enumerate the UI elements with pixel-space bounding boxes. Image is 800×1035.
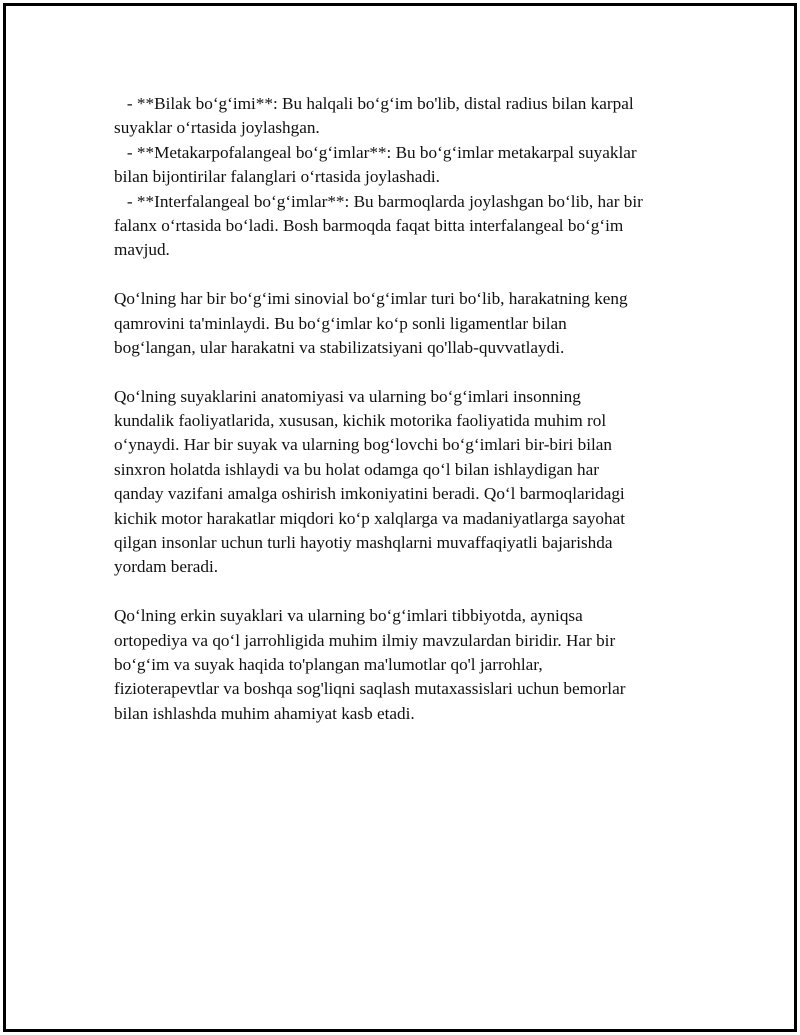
text-line: kichik motor harakatlar miqdori ko‘p xalqlarga va madaniyatlarga sayohat [114, 508, 626, 528]
text-line: Qo‘lning erkin suyaklari va ularning bo‘g‘imlari tibbiyotda, ayniqsa [114, 606, 583, 626]
text-line: ortopediya va qo‘l jarrohligida muhim ilmiy mavzulardan biridir. Har bir [114, 630, 616, 650]
text-line: - **Interfalangeal bo‘g‘imlar**: Bu barmoqlarda joylashgan bo‘lib, har bir [114, 191, 643, 211]
text-line: yordam beradi. [114, 557, 219, 577]
text-line: fizioterapevtlar va boshqa sog'liqni saqlash mutaxassislari uchun bemorlar [114, 679, 626, 699]
paragraph-gap [114, 263, 694, 287]
text-line: Qo‘lning suyaklarini anatomiyasi va ularning bo‘g‘imlari insonning [114, 386, 581, 406]
text-line: o‘ynaydi. Har bir suyak va ularning bog‘lovchi bo‘g‘imlari bir-biri bilan [114, 435, 612, 455]
paragraph-gap [114, 580, 694, 604]
text-line: bilan ishlashda muhim ahamiyat kasb etadi. [114, 703, 415, 723]
text-line: bog‘langan, ular harakatni va stabilizatsiyani qo'llab-quvvatlaydi. [114, 337, 565, 357]
list-item-bilak [114, 92, 694, 141]
list-item-metakarpofalangeal [114, 141, 694, 190]
text-line: sinxron holatda ishlaydi va bu holat odamga qo‘l bilan ishlaydigan har [114, 459, 599, 479]
text-line: bilan bijontirilar falanglari o‘rtasida joylashadi. [114, 167, 440, 187]
text-line: kundalik faoliyatlarida, xususan, kichik motorika faoliyatida muhim rol [114, 411, 607, 431]
paragraph-gap [114, 360, 694, 384]
text-line: Qo‘lning har bir bo‘g‘imi sinovial bo‘g‘imlar turi bo‘lib, harakatning keng [114, 289, 628, 309]
document-body [114, 92, 694, 726]
text-line: suyaklar o‘rtasida joylashgan. [114, 118, 320, 138]
paragraph-tibbiyot [114, 604, 694, 726]
text-line: qamrovini ta'minlaydi. Bu bo‘g‘imlar ko‘p sonli ligamentlar bilan [114, 313, 567, 333]
text-line: qanday vazifani amalga oshirish imkoniyatini beradi. Qo‘l barmoqlaridagi [114, 484, 625, 504]
list-item-interfalangeal [114, 190, 694, 263]
text-line: - **Bilak bo‘g‘imi**: Bu halqali bo‘g‘im bo'lib, distal radius bilan karpal [114, 94, 634, 113]
paragraph-sinovial [114, 287, 694, 360]
text-line: bo‘g‘im va suyak haqida to'plangan ma'lumotlar qo'l jarrohlar, [114, 654, 543, 674]
paragraph-anatomiya [114, 385, 694, 580]
text-line: falanx o‘rtasida bo‘ladi. Bosh barmoqda faqat bitta interfalangeal bo‘g‘im [114, 215, 624, 235]
text-line: mavjud. [114, 240, 170, 260]
text-line: qilgan insonlar uchun turli hayotiy mashqlarni muvaffaqiyatli bajarishda [114, 533, 613, 553]
text-line: - **Metakarpofalangeal bo‘g‘imlar**: Bu bo‘g‘imlar metakarpal suyaklar [114, 142, 637, 162]
